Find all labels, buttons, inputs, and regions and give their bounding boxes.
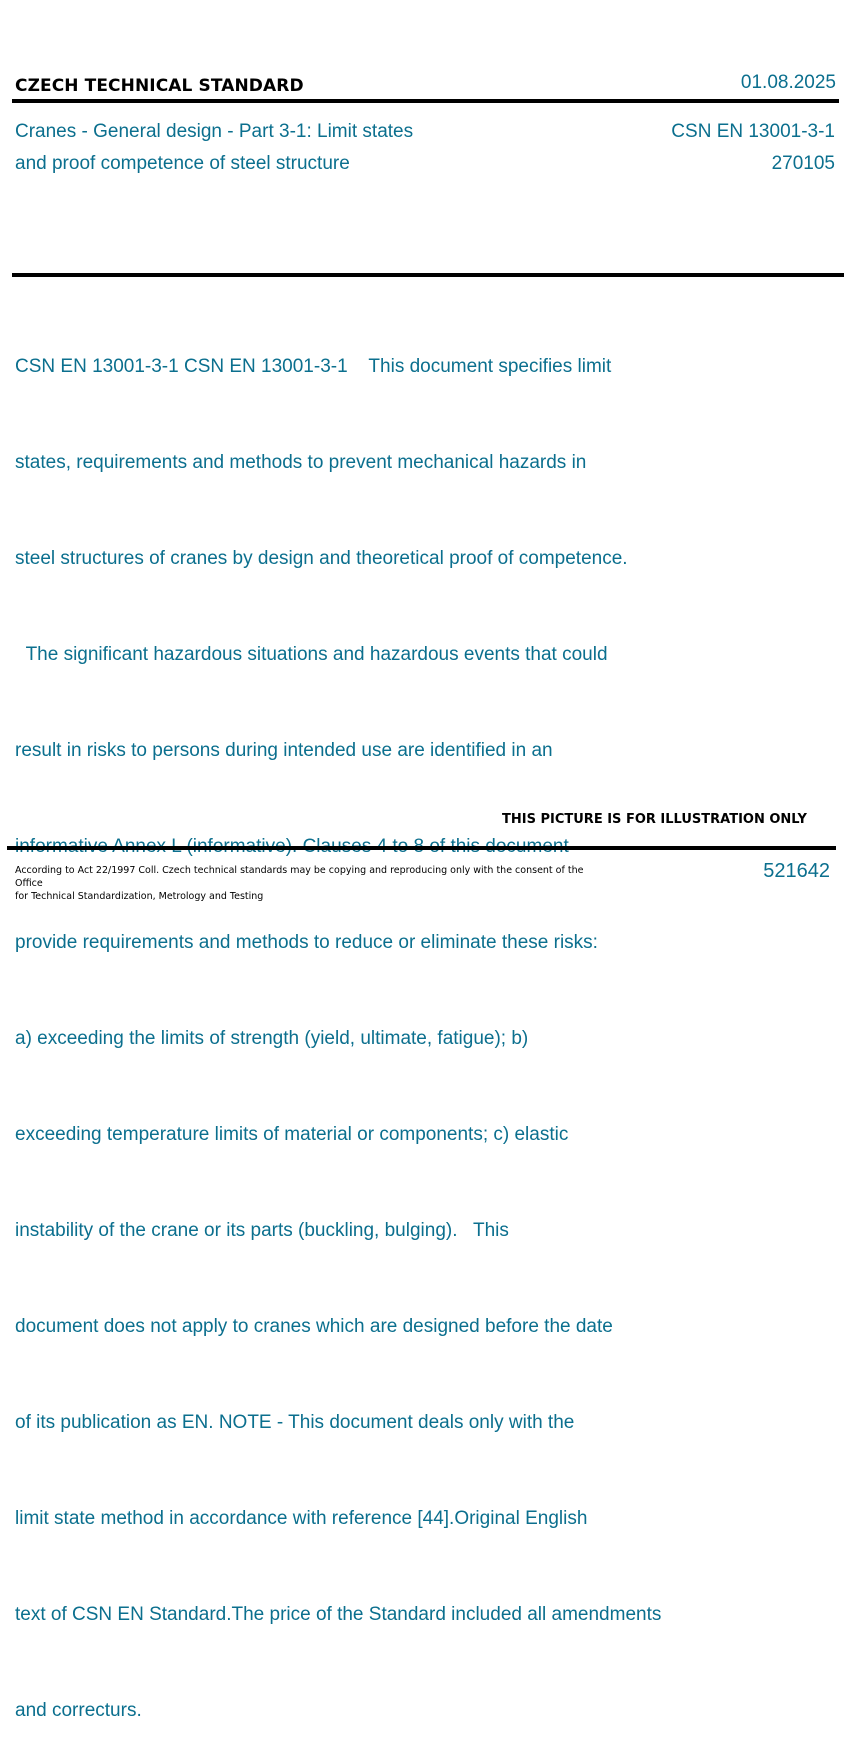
- abstract-line: text of CSN EN Standard.The price of the Standard included all amendments: [15, 1604, 662, 1625]
- document-type-label: CZECH TECHNICAL STANDARD: [15, 76, 304, 96]
- abstract-line: provide requirements and methods to reduce or eliminate these risks:: [15, 932, 598, 953]
- abstract-line: document does not apply to cranes which are designed before the date: [15, 1316, 613, 1337]
- abstract-line: a) exceeding the limits of strength (yield, ultimate, fatigue); b): [15, 1028, 529, 1049]
- abstract-line: instability of the crane or its parts (buckling, bulging). This: [15, 1220, 509, 1241]
- standard-abstract: [15, 287, 755, 1759]
- abstract-line: steel structures of cranes by design and theoretical proof of competence.: [15, 548, 628, 569]
- title-divider: [12, 273, 844, 277]
- illustration-disclaimer: THIS PICTURE IS FOR ILLUSTRATION ONLY: [502, 812, 807, 827]
- abstract-line: CSN EN 13001-3-1 CSN EN 13001-3-1 This document specifies limit: [15, 356, 612, 377]
- standard-title: [15, 116, 535, 180]
- abstract-line: The significant hazardous situations and hazardous events that could: [15, 644, 608, 665]
- catalog-number: 270105: [771, 153, 835, 174]
- footer-divider: [7, 846, 836, 850]
- legal-notice: [15, 864, 585, 903]
- document-number: 521642: [763, 860, 830, 882]
- abstract-line: exceeding temperature limits of material or components; c) elastic: [15, 1124, 569, 1145]
- abstract-line: of its publication as EN. NOTE - This document deals only with the: [15, 1412, 575, 1433]
- legal-notice-line-2: for Technical Standardization, Metrology and Testing: [15, 891, 264, 902]
- publication-date: 01.08.2025: [740, 72, 836, 93]
- abstract-line: and correcturs.: [15, 1700, 142, 1721]
- header-divider: [12, 99, 839, 103]
- standard-identifier: [671, 116, 835, 180]
- abstract-line: limit state method in accordance with reference [44].Original English: [15, 1508, 588, 1529]
- standard-code: CSN EN 13001-3-1: [671, 121, 835, 142]
- standard-title-line-2: and proof competence of steel structure: [15, 153, 350, 174]
- abstract-line: states, requirements and methods to prevent mechanical hazards in: [15, 452, 587, 473]
- standard-title-line-1: Cranes - General design - Part 3-1: Limit states: [15, 121, 414, 142]
- legal-notice-line-1: According to Act 22/1997 Coll. Czech technical standards may be copying and reproducing only with the consent of the Office: [15, 865, 584, 889]
- abstract-line: result in risks to persons during intended use are identified in an: [15, 740, 553, 761]
